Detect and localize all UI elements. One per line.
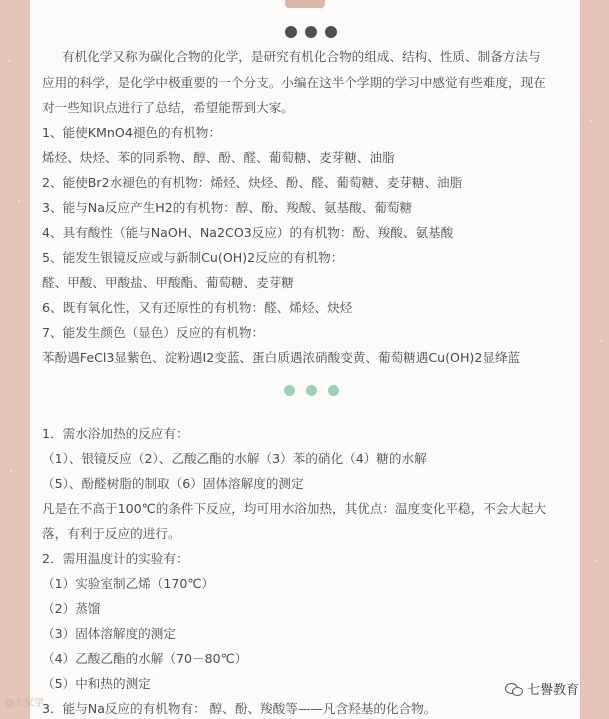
intro-line: 有机化学又称为碳化合物的化学，是研究有机化合物的组成、结构、性质、制备方法与: [62, 49, 541, 64]
brand-name: 七譽教育: [527, 683, 580, 698]
list-item: 3、能与Na反应产生H2的有机物：醇、酚、羧酸、氨基酸、葡萄糖: [42, 200, 413, 215]
top-decoration: [285, 0, 325, 8]
divider-dot: [305, 26, 317, 38]
list-item: 醛、甲酸、甲酸盐、甲酸酯、葡萄糖、麦芽糖: [42, 275, 294, 290]
list-item: 1、能使KMnO4褪色的有机物：: [42, 125, 221, 140]
list-item: 3．能与Na反应的有机物有： 醇、酚、羧酸等——凡含羟基的化合物。: [42, 701, 437, 716]
divider-dot: [325, 26, 337, 38]
list-item: 6、既有氧化性，又有还原性的有机物：醛、烯烃、炔烃: [42, 300, 353, 315]
list-item: 落，有利于反应的进行。: [42, 526, 181, 541]
list-item: 5、能发生银镜反应或与新制Cu(OH)2反应的有机物：: [42, 250, 344, 265]
divider-dots-top: [285, 26, 337, 38]
list-item: 1．需水浴加热的反应有：: [42, 426, 189, 441]
list-item: （1）、银镜反应（2）、乙酸乙酯的水解（3）苯的硝化（4）糖的水解: [42, 451, 427, 466]
watermark: @大家学: [4, 698, 44, 709]
chat-bubbles-icon: [505, 681, 523, 696]
list-item: 苯酚遇FeCl3显紫色、淀粉遇I2变蓝、蛋白质遇浓硝酸变黄、葡萄糖遇Cu(OH)2显绛蓝: [42, 350, 521, 365]
divider-dot: [285, 26, 297, 38]
list-item: （4）乙酸乙酯的水解（70－80℃）: [42, 651, 248, 666]
list-item: 凡是在不高于100℃的条件下反应，均可用水浴加热，其优点：温度变化平稳，不会大起大: [42, 501, 547, 516]
divider-dot: [306, 385, 317, 396]
divider-dot: [284, 385, 295, 396]
intro-line: 应用的科学，是化学中极重要的一个分支。小编在这半个学期的学习中感觉有些难度，现在: [42, 75, 546, 90]
divider-dots-mid: [284, 385, 339, 396]
list-item: 2、能使Br2水褪色的有机物：烯烃、炔烃、酚、醛、葡萄糖、麦芽糖、油脂: [42, 175, 463, 190]
list-item: 4、具有酸性（能与NaOH、Na2CO3反应）的有机物：酚、羧酸、氨基酸: [42, 225, 454, 240]
list-item: （3）固体溶解度的测定: [42, 626, 176, 641]
intro-line: 对一些知识点进行了总结，希望能帮到大家。: [42, 100, 294, 115]
list-item: （5）、酚醛树脂的制取（6）固体溶解度的测定: [42, 476, 304, 491]
brand-badge: [505, 679, 579, 698]
list-item: （5）中和热的测定: [42, 676, 151, 691]
list-item: 2．需用温度计的实验有：: [42, 551, 189, 566]
list-item: （2）蒸馏: [42, 601, 101, 616]
list-item: 7、能发生颜色（显色）反应的有机物：: [42, 325, 265, 340]
list-item: 烯烃、炔烃、苯的同系物、醇、酚、醛、葡萄糖、麦芽糖、油脂: [42, 150, 395, 165]
list-item: （1）实验室制乙烯（170℃）: [42, 576, 215, 591]
divider-dot: [328, 385, 339, 396]
